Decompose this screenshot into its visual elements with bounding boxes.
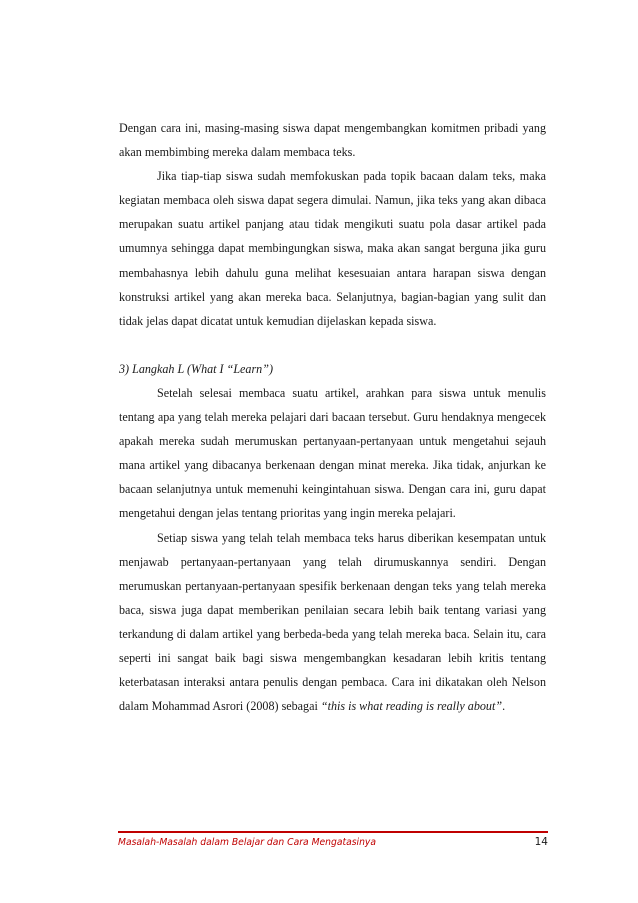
page-footer <box>118 831 548 848</box>
paragraph-4-quote: “this is what reading is really about” <box>320 699 503 714</box>
paragraph-4-text: Setiap siswa yang telah telah membaca teks harus diberikan kesempatan untuk menjawab pertanyaan-pertanyaan yang telah dirumuskannya sendiri. Dengan merumuskan pertanyaan-pertanyaan spesifik berkenaan dengan teks yang telah mereka baca, siswa juga dapat memberikan penilaian secara lebih baik tentang variasi yang terkandung di dalam artikel yang berbeda-beda yang telah mereka baca. Selain itu, cara seperti ini sangat baik bagi siswa mengembangkan kesadaran lebih kritis tentang keterbatasan interaksi antara penulis dengan pembaca. Cara ini dikatakan oleh Nelson dalam Mohammad Asrori (2008) sebagai <box>119 530 546 714</box>
paragraph-2: Jika tiap-tiap siswa sudah memfokuskan pada topik bacaan dalam teks, maka kegiatan membaca oleh siswa dapat segera dimulai. Namun, jika teks yang akan dibaca merupakan suatu artikel panjang atau tidak mengikuti suatu pola dasar artikel pada umumnya sehingga dapat membingungkan siswa, maka akan sangat berguna jika guru membahasnya lebih dahulu guna melihat kesesuaian antara harapan siswa dengan konstruksi artikel yang akan mereka baca. Selanjutnya, bagian-bagian yang sulit dan tidak jelas dapat dicatat untuk kemudian dijelaskan kepada siswa. <box>119 169 546 328</box>
paragraph-3: Setelah selesai membaca suatu artikel, arahkan para siswa untuk menulis tentang apa yang telah mereka pelajari dari bacaan tersebut. Guru hendaknya mengecek apakah mereka sudah merumuskan pertanyaan-pertanyaan untuk mengetahui sejauh mana artikel yang dibacanya berkenaan dengan minat mereka. Jika tidak, anjurkan ke bacaan selanjutnya untuk memenuhi keingintahuan siswa. Dengan cara ini, guru dapat mengetahui dengan jelas tentang prioritas yang ingin mereka pelajari. <box>119 385 546 521</box>
paragraph-1: Dengan cara ini, masing-masing siswa dapat mengembangkan komitmen pribadi yang akan membimbing mereka dalam membaca teks. <box>119 121 546 160</box>
paragraph-4 <box>119 526 546 719</box>
page-number: 14 <box>534 836 548 848</box>
footer-title: Masalah-Masalah dalam Belajar dan Cara Mengatasinya <box>118 837 376 848</box>
paragraph-4-end: . <box>502 699 506 714</box>
section-heading: 3) Langkah L (What I “Learn”) <box>119 361 273 376</box>
body-text <box>119 116 546 718</box>
